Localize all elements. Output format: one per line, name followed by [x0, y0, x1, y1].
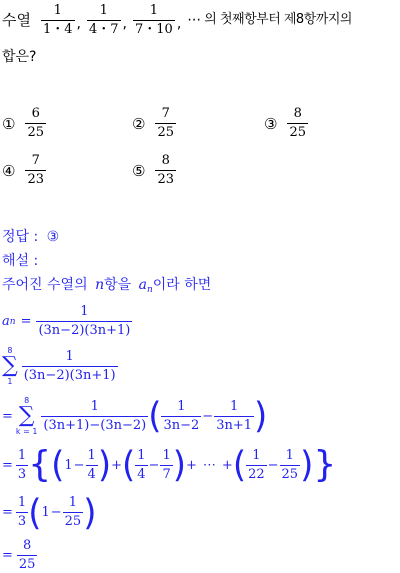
step4-minus-2: − [148, 457, 160, 473]
term-2-numerator: 1 [99, 2, 108, 18]
step4-paren-3-open: ( [232, 444, 247, 486]
step4-frac-c2-den: 25 [281, 466, 299, 482]
step4-frac-b2 [160, 448, 172, 483]
term-2-denominator: 4・7 [88, 21, 119, 37]
term-1-separator: , [76, 16, 81, 32]
step4-frac-c2-num: 1 [285, 447, 294, 463]
step3-close-paren: ) [254, 395, 268, 437]
step2-sigma: ∑ [2, 353, 18, 378]
step5-one: 1 [41, 505, 50, 520]
step2-denominator: (3n−2)(3n+1) [23, 367, 116, 383]
question-line-1 [2, 2, 352, 38]
step2-numerator: 1 [65, 348, 74, 364]
step4-open-brace: { [28, 444, 52, 485]
step3-fraction [41, 399, 148, 434]
step4-coef-num: 1 [17, 447, 27, 463]
intro-text-2: 항을 [104, 277, 132, 293]
option-3-numerator: 8 [293, 106, 302, 121]
step5-coef-num: 1 [17, 495, 27, 510]
step4-frac-b1-den: 4 [137, 466, 146, 482]
step5-minus: − [50, 505, 62, 520]
option-1-fraction [25, 106, 46, 141]
step3-frac-b-num: 1 [229, 398, 239, 414]
step4-frac-c2 [280, 448, 301, 483]
step4-coef [16, 448, 28, 483]
option-4-fraction [25, 153, 46, 188]
step3-sum-lower: k = 1 [15, 427, 38, 436]
option-5-denominator: 23 [157, 172, 174, 187]
step3-frac-b-den: 3n+1 [216, 417, 253, 433]
step4-frac-b1 [135, 448, 147, 483]
term-3-separator: , [176, 16, 182, 32]
term-1-fraction [41, 3, 75, 38]
step4-frac-b1-num: 1 [137, 447, 146, 463]
explanation-label: 해설 : [2, 253, 39, 269]
answer-line [2, 228, 59, 246]
option-1-denominator: 25 [27, 125, 44, 140]
term-3-fraction [133, 3, 175, 38]
term-2-fraction [87, 3, 121, 38]
intro-n: n [95, 277, 105, 293]
question-prefix: 수열 [2, 11, 31, 29]
step4-dots: ⋯ [202, 457, 216, 473]
step4-one: 1 [64, 457, 73, 473]
option-4[interactable] [2, 153, 46, 188]
option-4-numerator: 7 [31, 153, 40, 168]
step5-open-paren: ( [28, 491, 42, 534]
step5-frac-den: 25 [64, 514, 82, 529]
step3-frac-a [161, 399, 201, 434]
step3-open-paren: ( [148, 395, 162, 437]
solution-step-4 [2, 444, 337, 486]
step3-equals: = [2, 408, 13, 424]
option-1-marker: ① [2, 114, 16, 133]
step6-fraction [17, 538, 38, 573]
step4-plus-3: + [221, 457, 233, 473]
step4-close-brace: } [313, 444, 337, 485]
answer-label: 정답 : [2, 229, 39, 245]
explanation-intro [2, 276, 211, 299]
step4-minus-3: − [267, 457, 279, 473]
step4-frac-b2-num: 1 [162, 447, 171, 463]
step4-paren-2-open: ( [122, 444, 136, 486]
option-3-denominator: 25 [289, 125, 306, 140]
answer-value: ③ [46, 229, 60, 245]
step4-minus-1: − [73, 457, 85, 473]
step3-sigma-block [16, 396, 38, 436]
step4-paren-3-close: ) [300, 444, 314, 486]
step4-frac-c1-num: 1 [252, 447, 261, 463]
option-2-numerator: 7 [161, 106, 170, 121]
step4-paren-1-open: ( [51, 444, 65, 486]
option-5-numerator: 8 [161, 153, 170, 168]
step6-numerator: 8 [23, 538, 32, 553]
question-suffix: 의 첫째항부터 제8항까지의 [204, 12, 352, 27]
intro-a-sub: n [146, 285, 153, 295]
option-4-denominator: 23 [27, 172, 44, 187]
step5-equals: = [2, 505, 13, 520]
step3-frac-b [214, 399, 254, 434]
solution-step-1 [2, 304, 132, 339]
step3-frac-a-den: 3n−2 [163, 417, 200, 433]
step4-frac-a [86, 448, 98, 483]
step5-frac [63, 495, 84, 530]
step2-sum-upper: 8 [7, 346, 13, 355]
intro-a: a [138, 277, 147, 293]
step4-paren-2-close: ) [172, 444, 186, 486]
question-line-2: 합은? [2, 49, 37, 65]
step3-numerator: 1 [90, 398, 99, 414]
solution-step-3 [2, 396, 267, 436]
step5-frac-num: 1 [68, 495, 78, 510]
option-5-fraction [155, 153, 176, 188]
option-2-fraction [155, 106, 176, 141]
term-1-numerator: 1 [53, 2, 62, 18]
step6-equals: = [2, 548, 13, 563]
term-3-denominator: 7・10 [134, 21, 173, 37]
step3-sum-upper: 8 [24, 396, 30, 405]
option-2[interactable] [132, 106, 176, 141]
step4-plus-2: + [186, 457, 197, 473]
question-ellipsis: ⋯ [187, 12, 202, 28]
step3-minus: − [202, 408, 214, 424]
term-2-separator: , [122, 16, 127, 32]
intro-text-3: 이라 하면 [152, 277, 212, 293]
step1-equals: = [20, 314, 32, 329]
solution-step-5 [2, 491, 97, 534]
option-4-marker: ④ [2, 161, 16, 180]
solution-step-2 [2, 346, 118, 386]
step4-frac-c1-den: 22 [248, 466, 265, 482]
option-5[interactable] [132, 153, 176, 188]
step4-frac-a-num: 1 [87, 447, 96, 463]
option-2-marker: ② [132, 114, 146, 133]
option-3[interactable] [264, 106, 308, 141]
step1-numerator: 1 [80, 304, 89, 319]
step6-denominator: 25 [18, 557, 36, 572]
step4-frac-c1 [246, 448, 267, 483]
step1-denominator: (3n−2)(3n+1) [38, 323, 131, 338]
step5-close-paren: ) [83, 491, 97, 534]
step4-paren-1-close: ) [97, 444, 112, 486]
option-1-numerator: 6 [31, 106, 40, 121]
step5-coef [16, 495, 28, 530]
option-3-marker: ③ [264, 114, 278, 133]
step4-coef-den: 3 [17, 466, 27, 482]
term-3-numerator: 1 [149, 2, 159, 18]
option-3-fraction [287, 106, 308, 141]
step1-a-sub: n [9, 316, 16, 327]
step4-plus-1: + [111, 457, 122, 473]
option-5-marker: ⑤ [132, 161, 146, 180]
step2-sigma-block [2, 346, 18, 386]
step4-frac-b2-den: 7 [162, 466, 171, 482]
step4-equals: = [2, 457, 13, 473]
solution-step-6 [2, 538, 37, 573]
option-1[interactable] [2, 106, 46, 141]
step3-denominator: (3n+1)−(3n−2) [43, 417, 147, 433]
option-2-denominator: 25 [157, 125, 174, 140]
step2-fraction [22, 349, 118, 384]
step5-coef-den: 3 [17, 514, 27, 529]
step1-a: a [2, 314, 10, 329]
step2-sum-lower: 1 [7, 377, 13, 386]
step1-fraction [36, 304, 132, 339]
step3-sigma: ∑ [18, 403, 35, 428]
step3-frac-a-num: 1 [177, 398, 186, 414]
term-1-denominator: 1・4 [42, 21, 73, 37]
intro-text-1: 주어진 수열의 [2, 277, 88, 293]
step4-frac-a-den: 4 [87, 466, 96, 482]
